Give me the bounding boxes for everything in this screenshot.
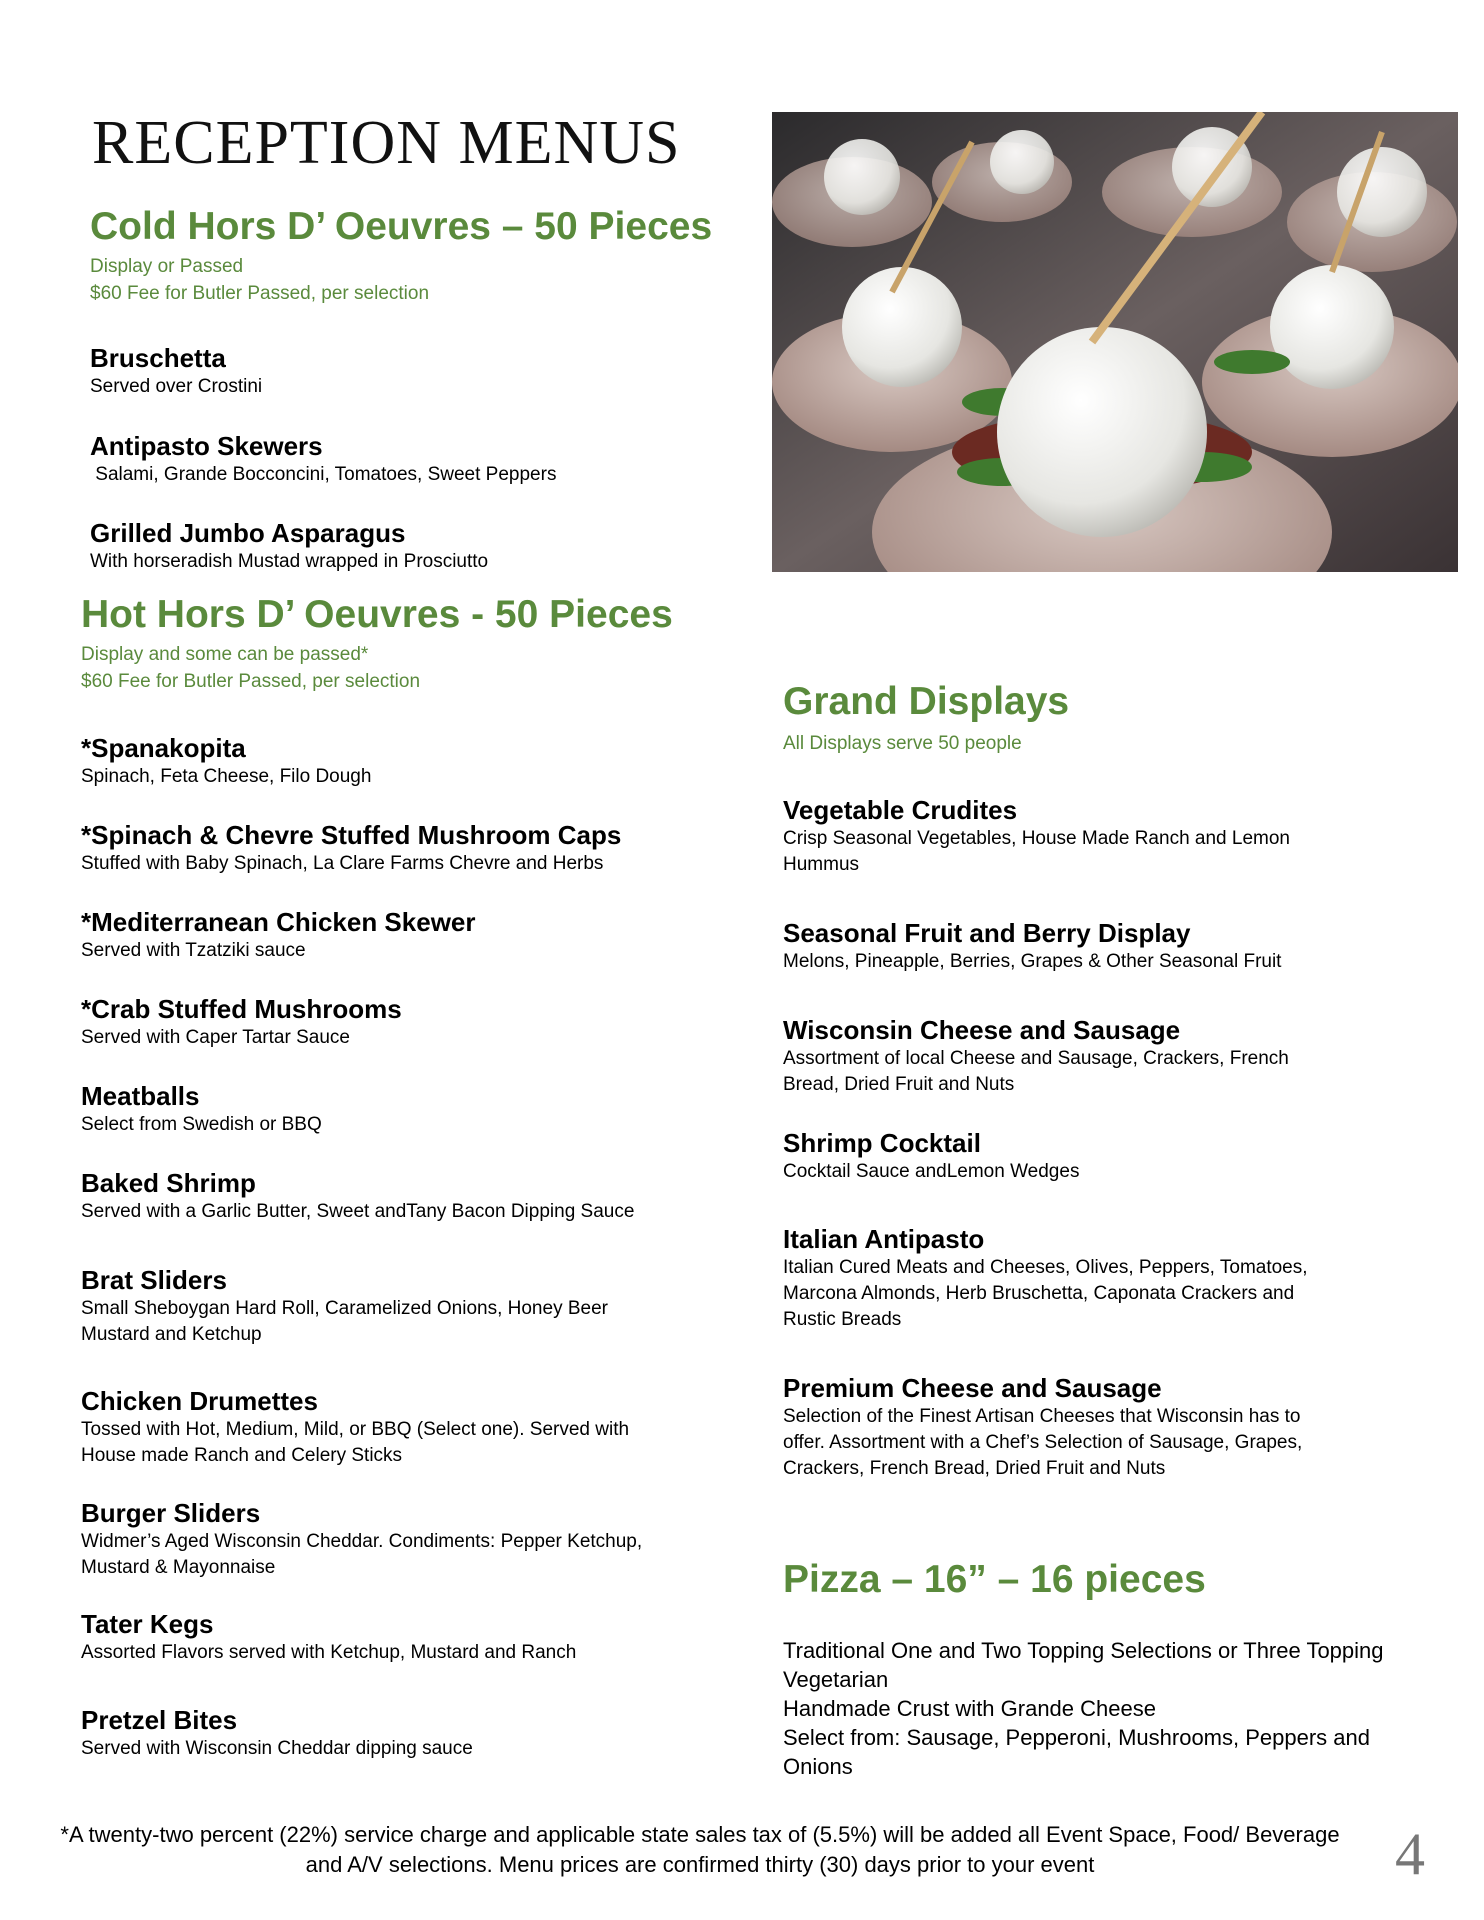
cold-subtitle-1: Display or Passed xyxy=(90,256,244,277)
item-name: Meatballs xyxy=(81,1081,200,1111)
cold-heading: Cold Hors D’ Oeuvres – 50 Pieces xyxy=(90,205,713,248)
pizza-heading: Pizza – 16” – 16 pieces xyxy=(783,1558,1206,1601)
item-name: *Spinach & Chevre Stuffed Mushroom Caps xyxy=(81,820,622,850)
menu-item xyxy=(81,1497,681,1581)
item-name: *Spanakopita xyxy=(81,733,246,763)
item-description: Italian Cured Meats and Cheeses, Olives, Peppers, Tomatoes, Marcona Almonds, Herb Bruschetta, Caponata Crackers and Rustic Breads xyxy=(783,1257,1308,1330)
hot-subtitle-1: Display and some can be passed* xyxy=(81,644,369,665)
item-name: Italian Antipasto xyxy=(783,1224,985,1254)
pizza-line: Handmade Crust with Grande Cheese xyxy=(783,1696,1156,1721)
menu-item xyxy=(783,917,1343,975)
page-title: RECEPTION MENUS xyxy=(92,109,681,177)
item-description: Small Sheboygan Hard Roll, Caramelized Onions, Honey Beer Mustard and Ketchup xyxy=(81,1298,608,1345)
item-description: Selection of the Finest Artisan Cheeses that Wisconsin has to offer. Assortment with a Chef’s Selection of Sausage, Grapes, Crackers, French Bread, Dried Fruit and Nuts xyxy=(783,1406,1303,1479)
item-name: Burger Sliders xyxy=(81,1498,261,1528)
menu-item xyxy=(783,794,1343,878)
item-name: Wisconsin Cheese and Sausage xyxy=(783,1015,1181,1045)
service-charge-note: *A twenty-two percent (22%) service charge and applicable state sales tax of (5.5%) will be added all Event Space, Food/ Beverage and A/V selections. Menu prices are confirmed thirty (30) days prior to your event xyxy=(60,1822,1340,1877)
menu-item xyxy=(81,819,681,877)
item-description: With horseradish Mustad wrapped in Prosciutto xyxy=(90,551,489,572)
item-description: Stuffed with Baby Spinach, La Clare Farms Chevre and Herbs xyxy=(81,853,604,874)
menu-item xyxy=(90,517,690,575)
item-description: Cocktail Sauce andLemon Wedges xyxy=(783,1161,1080,1182)
menu-item xyxy=(81,993,681,1051)
item-description: Spinach, Feta Cheese, Filo Dough xyxy=(81,766,372,787)
menu-item xyxy=(81,906,681,964)
menu-item xyxy=(783,1372,1343,1482)
item-description: Served with Wisconsin Cheddar dipping sauce xyxy=(81,1738,473,1759)
page-number: 4 xyxy=(1395,1821,1425,1887)
menu-item xyxy=(90,430,690,488)
menu-item xyxy=(81,1080,681,1138)
item-description: Select from Swedish or BBQ xyxy=(81,1114,322,1135)
item-description: Assortment of local Cheese and Sausage, Crackers, French Bread, Dried Fruit and Nuts xyxy=(783,1048,1289,1095)
menu-item xyxy=(81,1608,681,1666)
item-description: Salami, Grande Bocconcini, Tomatoes, Sweet Peppers xyxy=(90,464,557,485)
item-name: Baked Shrimp xyxy=(81,1168,256,1198)
item-description: Served with Caper Tartar Sauce xyxy=(81,1027,350,1048)
menu-item xyxy=(81,1167,681,1225)
item-description: Served with Tzatziki sauce xyxy=(81,940,306,961)
food-photo xyxy=(772,112,1458,572)
item-name: Grilled Jumbo Asparagus xyxy=(90,518,406,548)
item-description: Served with a Garlic Butter, Sweet andTany Bacon Dipping Sauce xyxy=(81,1201,635,1222)
item-name: *Crab Stuffed Mushrooms xyxy=(81,994,402,1024)
cold-subtitle-2: $60 Fee for Butler Passed, per selection xyxy=(90,283,430,304)
item-description: Crisp Seasonal Vegetables, House Made Ranch and Lemon Hummus xyxy=(783,828,1290,875)
item-name: Antipasto Skewers xyxy=(90,431,323,461)
item-name: Premium Cheese and Sausage xyxy=(783,1373,1162,1403)
menu-item xyxy=(90,342,690,400)
hot-subtitle-2: $60 Fee for Butler Passed, per selection xyxy=(81,671,421,692)
grand-subtitle: All Displays serve 50 people xyxy=(783,733,1022,754)
item-name: Shrimp Cocktail xyxy=(783,1128,981,1158)
menu-item xyxy=(81,732,681,790)
item-name: Brat Sliders xyxy=(81,1265,227,1295)
menu-item xyxy=(783,1223,1343,1333)
menu-item xyxy=(783,1014,1343,1098)
item-name: Pretzel Bites xyxy=(81,1705,238,1735)
item-description: Assorted Flavors served with Ketchup, Mustard and Ranch xyxy=(81,1642,577,1663)
item-description: Tossed with Hot, Medium, Mild, or BBQ (Select one). Served with House made Ranch and Celery Sticks xyxy=(81,1419,630,1466)
menu-item xyxy=(81,1385,681,1469)
pizza-line: Traditional One and Two Topping Selections or Three Topping Vegetarian xyxy=(783,1638,1384,1692)
pizza-line: Select from: Sausage, Pepperoni, Mushrooms, Peppers and Onions xyxy=(783,1725,1370,1779)
hot-heading: Hot Hors D’ Oeuvres - 50 Pieces xyxy=(81,593,673,636)
menu-item xyxy=(81,1704,681,1762)
item-name: Vegetable Crudites xyxy=(783,795,1018,825)
menu-item xyxy=(783,1127,1343,1185)
item-name: Chicken Drumettes xyxy=(81,1386,318,1416)
pizza-description xyxy=(783,1636,1423,1781)
menu-item xyxy=(81,1264,661,1348)
item-name: *Mediterranean Chicken Skewer xyxy=(81,907,476,937)
grand-heading: Grand Displays xyxy=(783,680,1070,723)
item-name: Seasonal Fruit and Berry Display xyxy=(783,918,1191,948)
item-name: Bruschetta xyxy=(90,343,226,373)
item-description: Melons, Pineapple, Berries, Grapes & Other Seasonal Fruit xyxy=(783,951,1282,972)
item-description: Served over Crostini xyxy=(90,376,263,397)
item-description: Widmer’s Aged Wisconsin Cheddar. Condiments: Pepper Ketchup, Mustard & Mayonnaise xyxy=(81,1531,643,1578)
item-name: Tater Kegs xyxy=(81,1609,214,1639)
